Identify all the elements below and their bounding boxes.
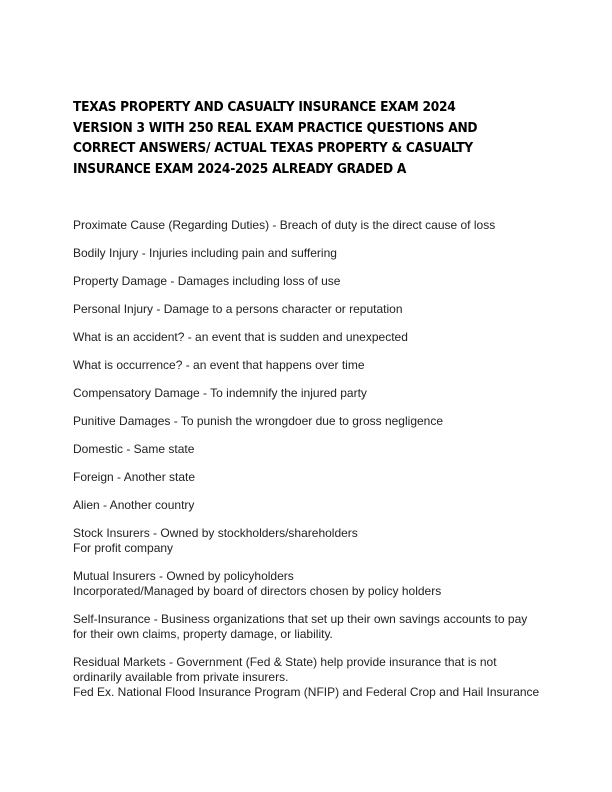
title-line: CORRECT ANSWERS/ ACTUAL TEXAS PROPERTY & CASUALTY: [73, 140, 473, 156]
title-line: VERSION 3 WITH 250 REAL EXAM PRACTICE QUESTIONS AND: [73, 119, 478, 136]
term-definition-entry: [73, 414, 553, 429]
entry-text-line: Property Damage - Damages including loss of use: [73, 274, 341, 288]
entry-text-line: Mutual Insurers - Owned by policyholders: [73, 569, 294, 583]
term-definition-entry: [73, 358, 553, 373]
entry-text-line: For profit company: [73, 541, 174, 555]
title-line: INSURANCE EXAM 2024-2025 ALREADY GRADED A: [73, 160, 407, 177]
entry-text-line: Punitive Damages - To punish the wrongdoer due to gross negligence: [73, 414, 444, 428]
term-definition-entry: [73, 442, 553, 457]
entry-text-line: Proximate Cause (Regarding Duties) - Breach of duty is the direct cause of loss: [73, 218, 496, 232]
entry-text-line: for their own claims, property damage, or liability.: [73, 627, 333, 641]
term-definition-entry: [73, 470, 553, 485]
term-definition-entry: [73, 302, 553, 317]
term-definition-entry: [73, 274, 553, 289]
entry-text-line: What is an accident? - an event that is sudden and unexpected: [73, 330, 408, 344]
entry-text-line: Bodily Injury - Injuries including pain and suffering: [73, 246, 337, 260]
entry-text-line: Stock Insurers - Owned by stockholders/shareholders: [73, 526, 358, 540]
entry-text-line: Compensatory Damage - To indemnify the injured party: [73, 386, 367, 400]
entry-text-line: Foreign - Another state: [73, 470, 196, 484]
term-definition-entry: [73, 526, 553, 556]
term-definition-entry: [73, 218, 553, 233]
entry-text-line: Incorporated/Managed by board of directors chosen by policy holders: [73, 584, 442, 598]
document-title: [73, 97, 553, 179]
term-definition-list: [73, 218, 553, 713]
term-definition-entry: [73, 330, 553, 345]
entry-text-line: Self-Insurance - Business organizations that set up their own savings accounts to pay: [73, 612, 528, 626]
term-definition-entry: [73, 612, 553, 642]
entry-text-line: Domestic - Same state: [73, 442, 195, 456]
entry-text-line: Alien - Another country: [73, 498, 195, 512]
entry-text-line: Fed Ex. National Flood Insurance Program (NFIP) and Federal Crop and Hail Insurance: [73, 685, 540, 699]
title-line: TEXAS PROPERTY AND CASUALTY INSURANCE EXAM 2024: [73, 99, 456, 115]
entry-text-line: Residual Markets - Government (Fed & State) help provide insurance that is not: [73, 655, 497, 669]
term-definition-entry: [73, 569, 553, 599]
entry-text-line: What is occurrence? - an event that happens over time: [73, 358, 365, 372]
term-definition-entry: [73, 386, 553, 401]
entry-text-line: ordinarily available from private insurers.: [73, 670, 289, 684]
term-definition-entry: [73, 246, 553, 261]
term-definition-entry: [73, 498, 553, 513]
entry-text-line: Personal Injury - Damage to a persons character or reputation: [73, 302, 403, 316]
term-definition-entry: [73, 655, 553, 700]
